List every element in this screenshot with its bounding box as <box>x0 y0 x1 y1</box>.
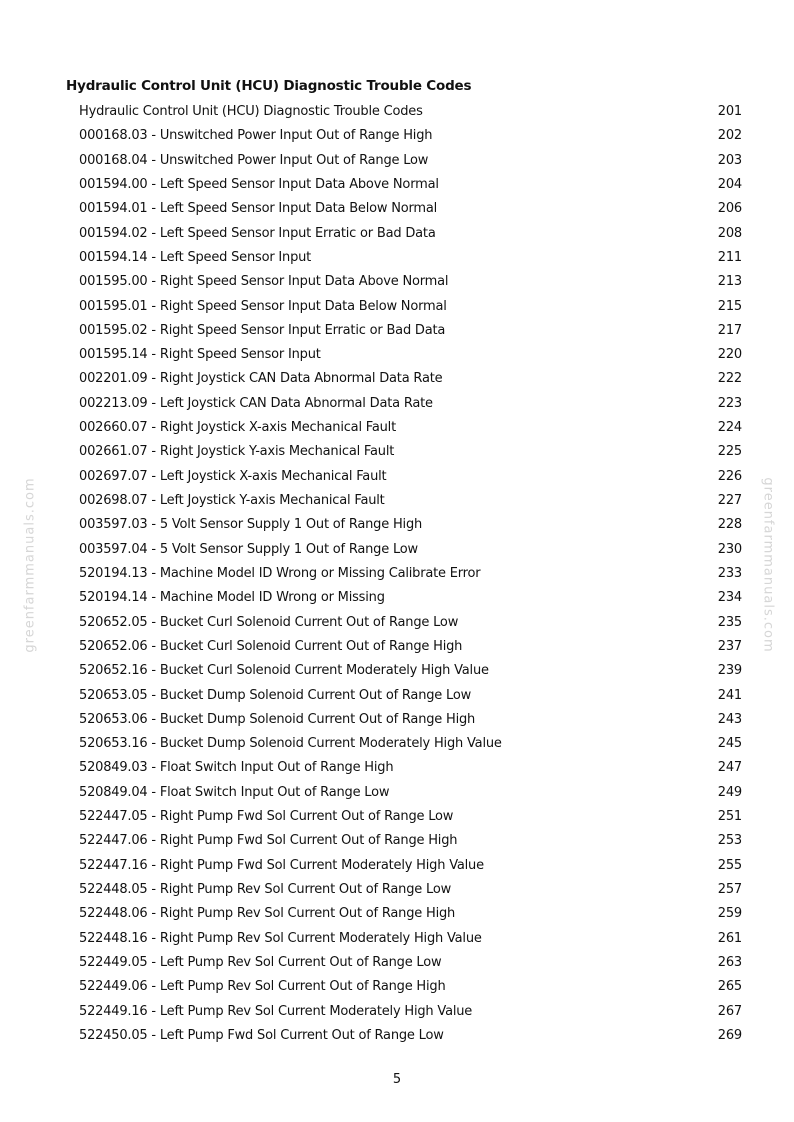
toc-entry[interactable] <box>79 659 742 683</box>
toc-entry-title[interactable]: 002697.07 - Left Joystick X-axis Mechanical Fault <box>79 468 387 484</box>
toc-entry-page[interactable]: 222 <box>717 371 742 387</box>
toc-entry-page[interactable]: 227 <box>717 493 742 508</box>
toc-entry[interactable] <box>79 586 742 610</box>
toc-entry-title[interactable]: 002661.07 - Right Joystick Y-axis Mechanical Fault <box>79 444 395 460</box>
toc-entry[interactable] <box>79 513 742 537</box>
toc-entry[interactable] <box>79 732 742 756</box>
toc-entry[interactable] <box>79 951 742 975</box>
toc-entry-title[interactable]: 522447.05 - Right Pump Fwd Sol Current Out of Range Low <box>79 809 454 825</box>
toc-entry-title[interactable]: 522449.05 - Left Pump Rev Sol Current Out of Range Low <box>79 954 442 970</box>
toc-entry[interactable] <box>79 1024 742 1048</box>
toc-entry-page[interactable]: 204 <box>717 176 742 192</box>
toc-entry[interactable] <box>79 173 742 197</box>
toc-entry-title[interactable]: 001594.14 - Left Speed Sensor Input <box>79 249 312 265</box>
toc-entry-title[interactable]: 520653.05 - Bucket Dump Solenoid Current Out of Range Low <box>79 687 472 703</box>
section-heading: Hydraulic Control Unit (HCU) Diagnostic Trouble Codes <box>66 78 472 94</box>
toc-entry-title[interactable]: 520849.04 - Float Switch Input Out of Range Low <box>79 784 390 800</box>
toc-entry[interactable] <box>79 538 742 562</box>
toc-entry-title[interactable]: 001595.01 - Right Speed Sensor Input Data Below Normal <box>79 298 447 314</box>
toc-entry[interactable] <box>79 392 742 416</box>
toc-entry-page[interactable]: 237 <box>717 638 742 654</box>
toc-entry[interactable] <box>79 611 742 635</box>
toc-entry-page[interactable]: 206 <box>717 201 742 217</box>
watermark-left: greenfarmmanuals.com <box>22 477 38 653</box>
toc-entry-title[interactable]: 520653.16 - Bucket Dump Solenoid Current Moderately High Value <box>79 736 502 752</box>
toc-entry-title[interactable]: 001595.00 - Right Speed Sensor Input Data Above Normal <box>79 274 449 290</box>
toc-entry[interactable] <box>79 562 742 586</box>
toc-entry-page[interactable]: 215 <box>717 298 742 314</box>
toc-entry-title[interactable]: 520652.06 - Bucket Curl Solenoid Current Out of Range High <box>79 638 463 654</box>
toc-entry[interactable] <box>79 829 742 853</box>
toc-entry[interactable] <box>79 489 742 513</box>
toc-entry[interactable] <box>79 465 742 489</box>
toc-entry-title[interactable]: 003597.03 - 5 Volt Sensor Supply 1 Out of Range High <box>79 517 423 533</box>
toc-entry[interactable] <box>79 100 742 124</box>
toc-entry-page[interactable]: 269 <box>717 1027 742 1043</box>
toc-entry-page[interactable]: 235 <box>717 614 742 630</box>
toc-entry-page[interactable]: 217 <box>717 322 742 338</box>
toc-entry-page[interactable]: 228 <box>717 517 742 533</box>
toc-entry-page[interactable]: 225 <box>717 444 742 460</box>
toc-entry-title[interactable]: 001595.02 - Right Speed Sensor Input Erratic or Bad Data <box>79 322 446 338</box>
toc-list <box>79 100 742 1048</box>
toc-entry[interactable] <box>79 878 742 902</box>
watermark-right: greenfarmmanuals.com <box>760 477 776 653</box>
toc-entry-title[interactable]: 002698.07 - Left Joystick Y-axis Mechanical Fault <box>79 493 385 508</box>
toc-entry-page[interactable]: 255 <box>717 857 742 873</box>
toc-entry-title[interactable]: 001594.02 - Left Speed Sensor Input Erratic or Bad Data <box>79 225 436 241</box>
toc-entry[interactable] <box>79 1000 742 1024</box>
toc-entry[interactable] <box>79 270 742 294</box>
toc-entry[interactable] <box>79 367 742 391</box>
toc-entry-page[interactable]: 234 <box>717 590 742 606</box>
toc-entry[interactable] <box>79 440 742 464</box>
toc-entry-page[interactable]: 203 <box>717 152 742 168</box>
page-number: 5 <box>392 1072 402 1087</box>
toc-entry-page[interactable]: 247 <box>717 760 742 776</box>
toc-entry-title[interactable]: 001594.01 - Left Speed Sensor Input Data Below Normal <box>79 201 438 217</box>
toc-entry-page[interactable]: 230 <box>717 541 742 557</box>
toc-entry[interactable] <box>79 197 742 221</box>
toc-entry[interactable] <box>79 684 742 708</box>
toc-entry-page[interactable]: 245 <box>717 736 742 752</box>
toc-entry-title[interactable]: 520653.06 - Bucket Dump Solenoid Current Out of Range High <box>79 711 476 727</box>
toc-entry-page[interactable]: 223 <box>717 395 742 411</box>
toc-entry[interactable] <box>79 124 742 148</box>
toc-entry-page[interactable]: 267 <box>717 1003 742 1019</box>
toc-entry[interactable] <box>79 149 742 173</box>
toc-entry-title[interactable]: 002660.07 - Right Joystick X-axis Mechanical Fault <box>79 420 396 436</box>
toc-entry-page[interactable]: 202 <box>717 128 742 144</box>
toc-entry-title[interactable]: 002213.09 - Left Joystick CAN Data Abnormal Data Rate <box>79 395 433 411</box>
toc-entry-title[interactable]: 000168.03 - Unswitched Power Input Out of Range High <box>79 128 433 144</box>
toc-entry-title[interactable]: 522448.06 - Right Pump Rev Sol Current Out of Range High <box>79 906 456 922</box>
toc-entry[interactable] <box>79 927 742 951</box>
toc-entry-page[interactable]: 257 <box>717 882 742 897</box>
toc-entry-title[interactable]: 522447.16 - Right Pump Fwd Sol Current Moderately High Value <box>79 857 484 873</box>
toc-entry-page[interactable]: 233 <box>717 565 742 581</box>
toc-entry-title[interactable]: 522450.05 - Left Pump Fwd Sol Current Out of Range Low <box>79 1027 444 1043</box>
toc-entry-page[interactable]: 263 <box>717 954 742 970</box>
toc-entry[interactable] <box>79 246 742 270</box>
toc-entry[interactable] <box>79 222 742 246</box>
toc-entry-page[interactable]: 211 <box>717 249 742 265</box>
toc-entry[interactable] <box>79 854 742 878</box>
toc-entry-page[interactable]: 213 <box>717 274 742 290</box>
toc-entry[interactable] <box>79 708 742 732</box>
toc-entry-title[interactable]: 001595.14 - Right Speed Sensor Input <box>79 347 321 363</box>
toc-entry-page[interactable]: 259 <box>717 906 742 922</box>
toc-entry-title[interactable]: 522449.06 - Left Pump Rev Sol Current Out of Range High <box>79 979 446 995</box>
toc-entry-page[interactable]: 241 <box>717 687 742 703</box>
toc-entry-page[interactable]: 261 <box>717 930 742 946</box>
toc-entry[interactable] <box>79 781 742 805</box>
toc-entry-title[interactable]: Hydraulic Control Unit (HCU) Diagnostic Trouble Codes <box>79 104 423 119</box>
toc-entry[interactable] <box>79 343 742 367</box>
toc-entry-page[interactable]: 251 <box>717 809 742 825</box>
toc-entry-title[interactable]: 001594.00 - Left Speed Sensor Input Data Above Normal <box>79 176 439 192</box>
toc-entry-title[interactable]: 522448.16 - Right Pump Rev Sol Current Moderately High Value <box>79 930 482 946</box>
toc-entry-title[interactable]: 520652.16 - Bucket Curl Solenoid Current Moderately High Value <box>79 663 489 679</box>
toc-entry-title[interactable]: 520849.03 - Float Switch Input Out of Range High <box>79 760 394 776</box>
toc-entry-page[interactable]: 201 <box>717 104 742 119</box>
toc-entry-title[interactable]: 522448.05 - Right Pump Rev Sol Current Out of Range Low <box>79 882 451 897</box>
toc-entry-page[interactable]: 243 <box>717 711 742 727</box>
toc-entry-title[interactable]: 522447.06 - Right Pump Fwd Sol Current Out of Range High <box>79 833 458 849</box>
toc-entry[interactable] <box>79 635 742 659</box>
toc-entry[interactable] <box>79 975 742 999</box>
toc-entry[interactable] <box>79 902 742 926</box>
toc-entry[interactable] <box>79 756 742 780</box>
toc-entry[interactable] <box>79 805 742 829</box>
toc-entry-page[interactable]: 239 <box>717 663 742 679</box>
toc-entry-title[interactable]: 522449.16 - Left Pump Rev Sol Current Moderately High Value <box>79 1003 473 1019</box>
toc-entry-page[interactable]: 265 <box>717 979 742 995</box>
toc-entry-title[interactable]: 002201.09 - Right Joystick CAN Data Abnormal Data Rate <box>79 371 443 387</box>
toc-entry-title[interactable]: 520194.13 - Machine Model ID Wrong or Missing Calibrate Error <box>79 565 481 581</box>
toc-entry-page[interactable]: 249 <box>717 784 742 800</box>
toc-entry[interactable] <box>79 295 742 319</box>
toc-entry-title[interactable]: 000168.04 - Unswitched Power Input Out of Range Low <box>79 152 429 168</box>
toc-entry-title[interactable]: 520194.14 - Machine Model ID Wrong or Missing <box>79 590 385 606</box>
toc-entry-title[interactable]: 003597.04 - 5 Volt Sensor Supply 1 Out of Range Low <box>79 541 418 557</box>
toc-entry-page[interactable]: 253 <box>717 833 742 849</box>
toc-entry[interactable] <box>79 319 742 343</box>
toc-entry-page[interactable]: 208 <box>717 225 742 241</box>
toc-entry-page[interactable]: 224 <box>717 420 742 436</box>
toc-entry-title[interactable]: 520652.05 - Bucket Curl Solenoid Current Out of Range Low <box>79 614 459 630</box>
toc-entry[interactable] <box>79 416 742 440</box>
toc-entry-page[interactable]: 226 <box>717 468 742 484</box>
toc-entry-page[interactable]: 220 <box>717 347 742 363</box>
